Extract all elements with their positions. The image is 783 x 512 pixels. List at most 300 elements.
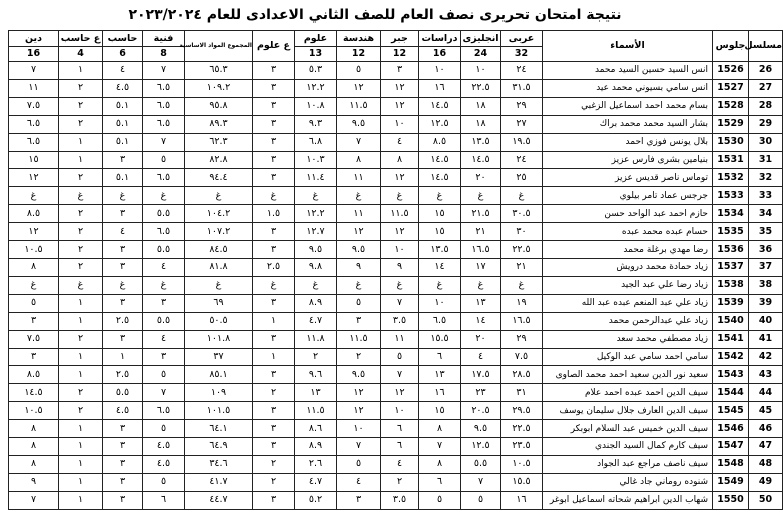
studies-score: ٦ [419, 348, 461, 366]
serial-cell: 26 [749, 62, 783, 80]
studies-score: ١٥ [419, 402, 461, 420]
studies-score: ٨.٥ [419, 133, 461, 151]
serial-cell: 27 [749, 79, 783, 97]
computer-score: ٤.٥ [103, 79, 143, 97]
seat-cell: 1530 [713, 133, 749, 151]
header-algebra: جبر [381, 31, 419, 47]
science-score: ١١.٨ [295, 330, 337, 348]
algebra-score: ٤ [381, 455, 419, 473]
serial-cell: 46 [749, 420, 783, 438]
algebra-score: ١٠ [381, 241, 419, 259]
table-row [9, 258, 783, 276]
science-practical-score: ٣ [253, 115, 295, 133]
total-score: ١٠١.٨ [185, 330, 253, 348]
english-score: ٢٣ [461, 384, 501, 402]
science-score: ١٢.٧ [295, 223, 337, 241]
computer-score: ٥.١ [103, 115, 143, 133]
religion-score: ٣ [9, 348, 59, 366]
serial-cell: 42 [749, 348, 783, 366]
seat-cell: 1545 [713, 402, 749, 420]
english-score: ١٧.٥ [461, 366, 501, 384]
student-name: حازم احمد عبد الواحد حسن [543, 205, 713, 223]
arabic-score: ٢٢.٥ [501, 241, 543, 259]
science-score: ٢ [295, 348, 337, 366]
arabic-score: ٢٨.٥ [501, 366, 543, 384]
total-score: ١٠٧.٢ [185, 223, 253, 241]
geometry-score: ١١ [337, 169, 381, 187]
geometry-score: ٣ [337, 491, 381, 509]
total-score: ٩٤.٤ [185, 169, 253, 187]
religion-score: ٧ [9, 491, 59, 509]
computer-score: ٤ [103, 62, 143, 80]
studies-score: ١٠ [419, 62, 461, 80]
seat-cell: 1538 [713, 276, 749, 294]
max-studies: 16 [419, 47, 461, 62]
student-name: سيف ناصف مراجع عبد الجواد [543, 455, 713, 473]
english-score: ١٨ [461, 115, 501, 133]
science-practical-score: ٣ [253, 79, 295, 97]
science-score: ٩.٨ [295, 258, 337, 276]
science-practical-score: ٢ [253, 455, 295, 473]
english-score: غ [461, 276, 501, 294]
algebra-score: ٣.٥ [381, 491, 419, 509]
religion-score: غ [9, 276, 59, 294]
geometry-score: غ [337, 276, 381, 294]
religion-score: ٨ [9, 258, 59, 276]
religion-score: غ [9, 187, 59, 205]
computer-practical-score: ٢ [59, 330, 103, 348]
science-practical-score: ١ [253, 312, 295, 330]
computer-score: ٣ [103, 491, 143, 509]
computer-score: ٥.٥ [103, 384, 143, 402]
computer-practical-score: ١ [59, 438, 103, 456]
total-score: ٦٩ [185, 294, 253, 312]
computer-score: ٥.١ [103, 97, 143, 115]
seat-cell: 1539 [713, 294, 749, 312]
art-score: ٦.٥ [143, 223, 185, 241]
algebra-score: ٩ [381, 258, 419, 276]
table-row [9, 348, 783, 366]
science-score: ٦.٨ [295, 133, 337, 151]
algebra-score: ٨ [381, 151, 419, 169]
table-row [9, 491, 783, 509]
seat-cell: 1548 [713, 455, 749, 473]
total-score: ٨١.٨ [185, 258, 253, 276]
page-title: نتيجة امتحان تحريرى نصف العام للصف الثاني الاعدادى للعام ٢٠٢٣/٢٠٢٤ [128, 7, 622, 23]
studies-score: ١٦ [419, 384, 461, 402]
computer-score: ٣ [103, 455, 143, 473]
religion-score: ١٥ [9, 151, 59, 169]
header-computer: حاسب [103, 31, 143, 47]
geometry-score: ٤ [337, 473, 381, 491]
seat-cell: 1526 [713, 62, 749, 80]
arabic-score: ١٦.٥ [501, 312, 543, 330]
arabic-score: ٢٩ [501, 330, 543, 348]
computer-score: ١ [103, 348, 143, 366]
science-score: غ [295, 276, 337, 294]
algebra-score: ٦ [381, 438, 419, 456]
science-score: ٩.٦ [295, 366, 337, 384]
english-score: غ [461, 187, 501, 205]
algebra-score: ٤ [381, 133, 419, 151]
religion-score: ٩ [9, 473, 59, 491]
arabic-score: ٢٣.٥ [501, 438, 543, 456]
art-score: ٦.٥ [143, 115, 185, 133]
religion-score: ١١ [9, 79, 59, 97]
science-practical-score: ٣ [253, 402, 295, 420]
computer-practical-score: ٢ [59, 169, 103, 187]
religion-score: ٦.٥ [9, 115, 59, 133]
computer-practical-score: ١ [59, 312, 103, 330]
arabic-score: ١٥.٥ [501, 473, 543, 491]
algebra-score: ٧ [381, 366, 419, 384]
art-score: ٧ [143, 62, 185, 80]
art-score: ٥.٥ [143, 312, 185, 330]
science-score: ٩.٥ [295, 241, 337, 259]
art-score: ٦.٥ [143, 97, 185, 115]
header-science: علوم [295, 31, 337, 47]
computer-practical-score: ١ [59, 348, 103, 366]
religion-score: ٣ [9, 312, 59, 330]
results-body [9, 62, 783, 510]
serial-cell: 33 [749, 187, 783, 205]
algebra-score: ١١.٥ [381, 205, 419, 223]
seat-cell: 1528 [713, 97, 749, 115]
religion-score: ٧ [9, 62, 59, 80]
computer-score: ٥.١ [103, 133, 143, 151]
computer-score: ٢.٥ [103, 312, 143, 330]
student-name: بشار السيد محمد محمد براك [543, 115, 713, 133]
table-row [9, 455, 783, 473]
studies-score: غ [419, 187, 461, 205]
religion-score: ٨ [9, 455, 59, 473]
english-score: ١٤ [461, 312, 501, 330]
seat-cell: 1532 [713, 169, 749, 187]
arabic-score: ١٠.٥ [501, 455, 543, 473]
science-practical-score: ٣ [253, 438, 295, 456]
geometry-score: ١٢ [337, 402, 381, 420]
science-score: ١١.٤ [295, 169, 337, 187]
computer-practical-score: ١ [59, 294, 103, 312]
serial-cell: 37 [749, 258, 783, 276]
geometry-score: ٣ [337, 312, 381, 330]
religion-score: ١٢ [9, 223, 59, 241]
student-name: زياد حمادة محمد درويش [543, 258, 713, 276]
serial-cell: 38 [749, 276, 783, 294]
table-row [9, 473, 783, 491]
computer-score: ٥.١ [103, 169, 143, 187]
student-name: جرجس عماد تامر بيلوي [543, 187, 713, 205]
geometry-score: ٧ [337, 438, 381, 456]
science-score: ١٠.٣ [295, 151, 337, 169]
science-score: ٤.٧ [295, 473, 337, 491]
studies-score: ١٥ [419, 223, 461, 241]
science-practical-score: ٣ [253, 491, 295, 509]
algebra-score: ١١ [381, 330, 419, 348]
science-practical-score: ١ [253, 348, 295, 366]
total-score: ١٠٩ [185, 384, 253, 402]
header-religion: دين [9, 31, 59, 47]
computer-practical-score: ١ [59, 62, 103, 80]
arabic-score: ٣١ [501, 384, 543, 402]
serial-cell: 40 [749, 312, 783, 330]
english-score: ١٦.٥ [461, 241, 501, 259]
arabic-score: ٣١.٥ [501, 79, 543, 97]
serial-cell: 31 [749, 151, 783, 169]
student-name: توماس ناصر قديس عزيز [543, 169, 713, 187]
serial-cell: 49 [749, 473, 783, 491]
computer-score: ٣ [103, 258, 143, 276]
arabic-score: غ [501, 276, 543, 294]
science-score: ١٠.٨ [295, 97, 337, 115]
english-score: ١٨ [461, 97, 501, 115]
science-score: ١٣ [295, 384, 337, 402]
arabic-score: ٢٤ [501, 62, 543, 80]
art-score: ٥ [143, 366, 185, 384]
english-score: ١٣.٥ [461, 133, 501, 151]
computer-score: ٤.٥ [103, 402, 143, 420]
total-score: ٨٤.٥ [185, 241, 253, 259]
serial-cell: 45 [749, 402, 783, 420]
geometry-score: ٢ [337, 348, 381, 366]
table-row [9, 241, 783, 259]
english-score: ٢٠ [461, 169, 501, 187]
art-score: ٥.٥ [143, 205, 185, 223]
geometry-score: ٩ [337, 258, 381, 276]
max-religion: 16 [9, 47, 59, 62]
geometry-score: ١١.٥ [337, 330, 381, 348]
student-name: سامي احمد سامي عبد الوكيل [543, 348, 713, 366]
student-name: سيف الدين احمد عبده احمد علام [543, 384, 713, 402]
computer-practical-score: ٢ [59, 402, 103, 420]
seat-cell: 1527 [713, 79, 749, 97]
algebra-score: ١٢ [381, 384, 419, 402]
seat-cell: 1529 [713, 115, 749, 133]
student-name: شنوده روماني جاد غالي [543, 473, 713, 491]
max-english: 24 [461, 47, 501, 62]
algebra-score: ٥ [381, 348, 419, 366]
english-score: ٢٠.٥ [461, 402, 501, 420]
studies-score: ١٤.٥ [419, 151, 461, 169]
max-arabic: 32 [501, 47, 543, 62]
computer-practical-score: ٢ [59, 223, 103, 241]
seat-cell: 1549 [713, 473, 749, 491]
english-score: ٢٢.٥ [461, 79, 501, 97]
table-row [9, 420, 783, 438]
computer-score: ٣ [103, 294, 143, 312]
seat-cell: 1536 [713, 241, 749, 259]
science-practical-score: ١.٥ [253, 205, 295, 223]
serial-cell: 35 [749, 223, 783, 241]
religion-score: ٧.٥ [9, 97, 59, 115]
header-studies: دراسات [419, 31, 461, 47]
science-practical-score: ٣ [253, 330, 295, 348]
science-score: ٨.٩ [295, 438, 337, 456]
table-row [9, 366, 783, 384]
table-row [9, 151, 783, 169]
serial-cell: 36 [749, 241, 783, 259]
science-score: ٢.٦ [295, 455, 337, 473]
algebra-score: غ [381, 276, 419, 294]
seat-cell: 1546 [713, 420, 749, 438]
header-serial: مسلسل [749, 31, 783, 62]
science-practical-score: غ [253, 187, 295, 205]
arabic-score: ٢١ [501, 258, 543, 276]
algebra-score: ٢ [381, 473, 419, 491]
computer-score: ٣ [103, 420, 143, 438]
arabic-score: ٢٤ [501, 151, 543, 169]
total-score: ٦٤.٩ [185, 438, 253, 456]
science-score: ٩.٣ [295, 115, 337, 133]
total-score: ٥٠.٥ [185, 312, 253, 330]
religion-score: ٨.٥ [9, 366, 59, 384]
total-score: غ [185, 276, 253, 294]
table-row [9, 384, 783, 402]
algebra-score: ١٢ [381, 79, 419, 97]
english-score: ٥.٥ [461, 455, 501, 473]
geometry-score: غ [337, 187, 381, 205]
studies-score: ٨ [419, 420, 461, 438]
header-art: فنية [143, 31, 185, 47]
art-score: ٥.٥ [143, 241, 185, 259]
results-table [8, 30, 783, 510]
algebra-score: ١٢ [381, 169, 419, 187]
science-practical-score: ٣ [253, 366, 295, 384]
computer-practical-score: ١ [59, 133, 103, 151]
english-score: ٩.٥ [461, 420, 501, 438]
serial-cell: 29 [749, 115, 783, 133]
total-score: ١٠٤.٢ [185, 205, 253, 223]
table-row [9, 312, 783, 330]
header-arabic: عربى [501, 31, 543, 47]
total-score: ٨٩.٣ [185, 115, 253, 133]
student-name: شهاب الدين ابراهيم شحاته اسماعيل ابوغر [543, 491, 713, 509]
art-score: ٥ [143, 473, 185, 491]
seat-cell: 1550 [713, 491, 749, 509]
science-practical-score: ٢ [253, 384, 295, 402]
studies-score: ١٦ [419, 79, 461, 97]
max-art: 8 [143, 47, 185, 62]
algebra-score: ١٠ [381, 115, 419, 133]
serial-cell: 28 [749, 97, 783, 115]
studies-score: ١٠ [419, 294, 461, 312]
geometry-score: ٥ [337, 455, 381, 473]
geometry-score: ١٢ [337, 79, 381, 97]
serial-cell: 47 [749, 438, 783, 456]
student-name: سيف الدين العارف جلال سليمان يوسف [543, 402, 713, 420]
english-score: ٧ [461, 473, 501, 491]
arabic-score: ٢٥ [501, 169, 543, 187]
religion-score: ٨.٥ [9, 205, 59, 223]
seat-cell: 1541 [713, 330, 749, 348]
table-row [9, 402, 783, 420]
header-science-practical: ع علوم [253, 31, 295, 62]
computer-practical-score: ١ [59, 455, 103, 473]
arabic-score: ٣٠.٥ [501, 205, 543, 223]
computer-practical-score: ٢ [59, 384, 103, 402]
serial-cell: 44 [749, 384, 783, 402]
algebra-score: غ [381, 187, 419, 205]
science-practical-score: غ [253, 276, 295, 294]
studies-score: ١٤.٥ [419, 169, 461, 187]
studies-score: ١٣ [419, 366, 461, 384]
science-practical-score: ٢.٥ [253, 258, 295, 276]
header-name: الأسماء [543, 31, 713, 62]
max-algebra: 12 [381, 47, 419, 62]
science-practical-score: ٢ [253, 473, 295, 491]
total-score: ١٠١.٥ [185, 402, 253, 420]
computer-practical-score: ٢ [59, 79, 103, 97]
max-computer: 6 [103, 47, 143, 62]
table-row [9, 294, 783, 312]
arabic-score: ٢٩ [501, 97, 543, 115]
student-name: سيف الدين خميس عبد السلام ابوبكر [543, 420, 713, 438]
science-practical-score: ٣ [253, 420, 295, 438]
serial-cell: 39 [749, 294, 783, 312]
total-score: ٦٤.١ [185, 420, 253, 438]
science-score: ٤.٧ [295, 312, 337, 330]
total-score: ٤١.٧ [185, 473, 253, 491]
student-name: زياد علي عبدالرحمن محمد [543, 312, 713, 330]
studies-score: ١٤ [419, 258, 461, 276]
religion-score: ١٠.٥ [9, 402, 59, 420]
computer-score: ٣ [103, 241, 143, 259]
total-score: ٨٥.١ [185, 366, 253, 384]
geometry-score: ٩.٥ [337, 115, 381, 133]
student-name: انس سامي بسيوني محمد عيد [543, 79, 713, 97]
algebra-score: ١٢ [381, 223, 419, 241]
science-score: ٨.٦ [295, 420, 337, 438]
computer-score: ٤ [103, 223, 143, 241]
seat-cell: 1540 [713, 312, 749, 330]
computer-practical-score: ٢ [59, 258, 103, 276]
serial-cell: 41 [749, 330, 783, 348]
seat-cell: 1544 [713, 384, 749, 402]
art-score: ٧ [143, 133, 185, 151]
computer-practical-score: ١ [59, 151, 103, 169]
science-score: ١٢.٢ [295, 205, 337, 223]
total-score: ٨٢.٨ [185, 151, 253, 169]
serial-cell: 43 [749, 366, 783, 384]
table-row [9, 438, 783, 456]
science-score: ٥.٢ [295, 491, 337, 509]
art-score: غ [143, 187, 185, 205]
science-practical-score: ٣ [253, 169, 295, 187]
computer-score: ٣ [103, 205, 143, 223]
studies-score: ١٢.٥ [419, 115, 461, 133]
studies-score: ١٥ [419, 205, 461, 223]
header-english: انجليزى [461, 31, 501, 47]
seat-cell: 1542 [713, 348, 749, 366]
seat-cell: 1537 [713, 258, 749, 276]
english-score: ٢١.٥ [461, 205, 501, 223]
computer-practical-score: ٢ [59, 241, 103, 259]
english-score: ١٣ [461, 294, 501, 312]
student-name: سعيد نور الدين سعيد احمد محمد الصاوى [543, 366, 713, 384]
table-row [9, 187, 783, 205]
religion-score: ٦.٥ [9, 133, 59, 151]
art-score: ٥ [143, 151, 185, 169]
student-name: بلال يونس فوزي احمد [543, 133, 713, 151]
geometry-score: ٥ [337, 62, 381, 80]
computer-score: ٢.٥ [103, 366, 143, 384]
algebra-score: ٣ [381, 62, 419, 80]
geometry-score: ١١.٥ [337, 97, 381, 115]
science-practical-score: ٣ [253, 97, 295, 115]
header-geometry: هندسة [337, 31, 381, 47]
geometry-score: ٩.٥ [337, 366, 381, 384]
max-computer-practical: 4 [59, 47, 103, 62]
